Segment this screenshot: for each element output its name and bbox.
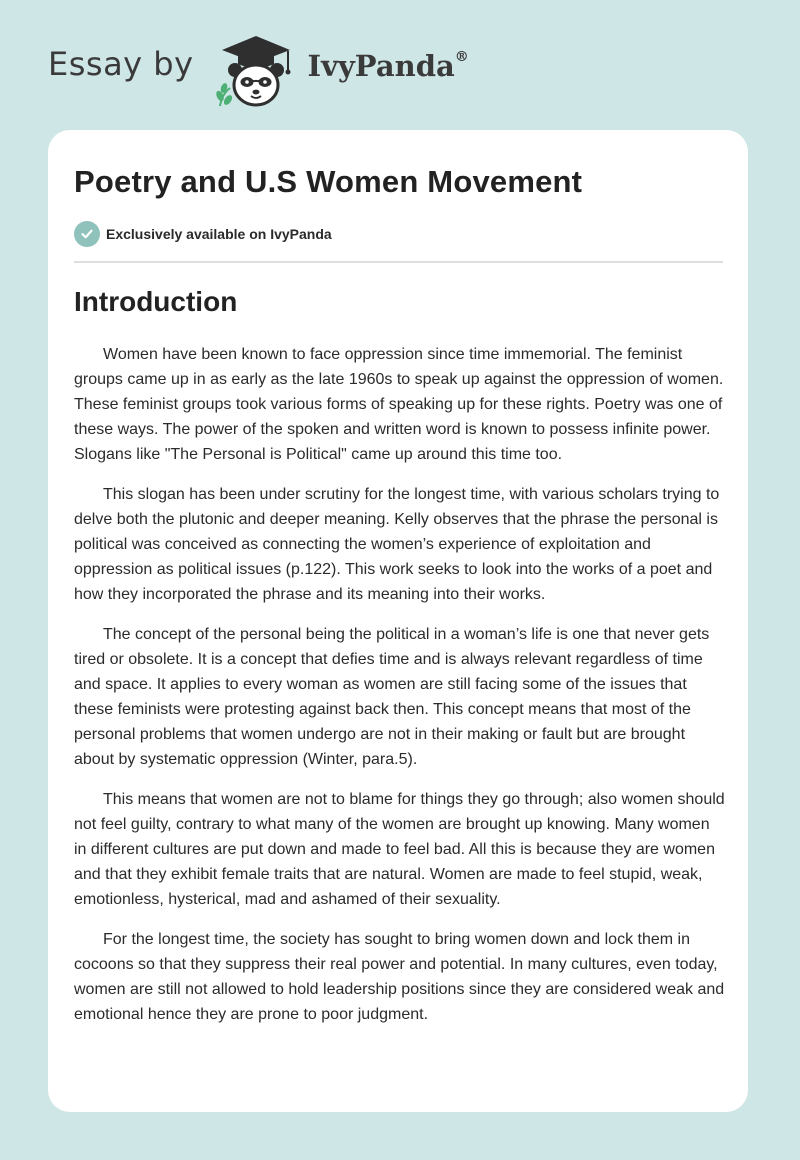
brand-name-text: IvyPanda [307, 49, 455, 83]
essay-by-label: Essay by [48, 45, 194, 83]
registered-mark: ® [454, 49, 469, 66]
exclusive-badge [74, 221, 332, 247]
site-header [48, 30, 469, 110]
essay-title: Poetry and U.S Women Movement [74, 164, 583, 199]
panda-logo-icon[interactable] [208, 30, 304, 110]
paragraph: The concept of the personal being the political in a woman’s life is one that never gets tired or obsolete. It is a concept that defies time and is always relevant regardless of time and space. It applies to every woman as women are still facing some of the issues that these feminists were protesting against back then. This concept means that most of the personal problems that women undergo are not in their making or fault but are brought about by systematic oppression (Winter, para.5). [74, 626, 710, 768]
essay-body [74, 342, 726, 1042]
paragraph: This means that women are not to blame for things they go through; also women should not feel guilty, contrary to what many of the women are brought up knowing. Many women in different cultures are put down and made to feel bad. All this is because they are women and that they exhibit female traits that are natural. Women are made to feel stupid, weak, emotionless, hysterical, mad and ashamed of their sexuality. [74, 791, 725, 908]
checkmark-circle-icon [74, 221, 100, 247]
essay-card [48, 130, 748, 1112]
paragraph: For the longest time, the society has sought to bring women down and lock them in cocoons so that they suppress their real power and potential. In many cultures, even today, women are still not allowed to hold leadership positions since they are considered weak and emotional hence they are prone to poor judgment. [74, 931, 725, 1023]
exclusive-badge-label: Exclusively available on IvyPanda [106, 226, 332, 242]
paragraph: This slogan has been under scrutiny for the longest time, with various scholars trying to delve both the plutonic and deeper meaning. Kelly observes that the phrase the personal is political was conceived as connecting the women’s experience of exploitation and oppression as political issues (p.122). This work seeks to look into the works of a poet and how they incorporated the phrase and its meaning into their works. [74, 486, 720, 603]
brand-name[interactable] [308, 49, 469, 83]
paragraph: Women have been known to face oppression since time immemorial. The feminist groups came up in as early as the late 1960s to speak up against the oppression of women. These feminist groups took various forms of speaking up for these rights. Poetry was one of these ways. The power of the spoken and written word is known to possess infinite power. Slogans like "The Personal is Political" came up around this time too. [74, 346, 724, 463]
divider [74, 261, 723, 263]
section-heading: Introduction [74, 286, 238, 317]
